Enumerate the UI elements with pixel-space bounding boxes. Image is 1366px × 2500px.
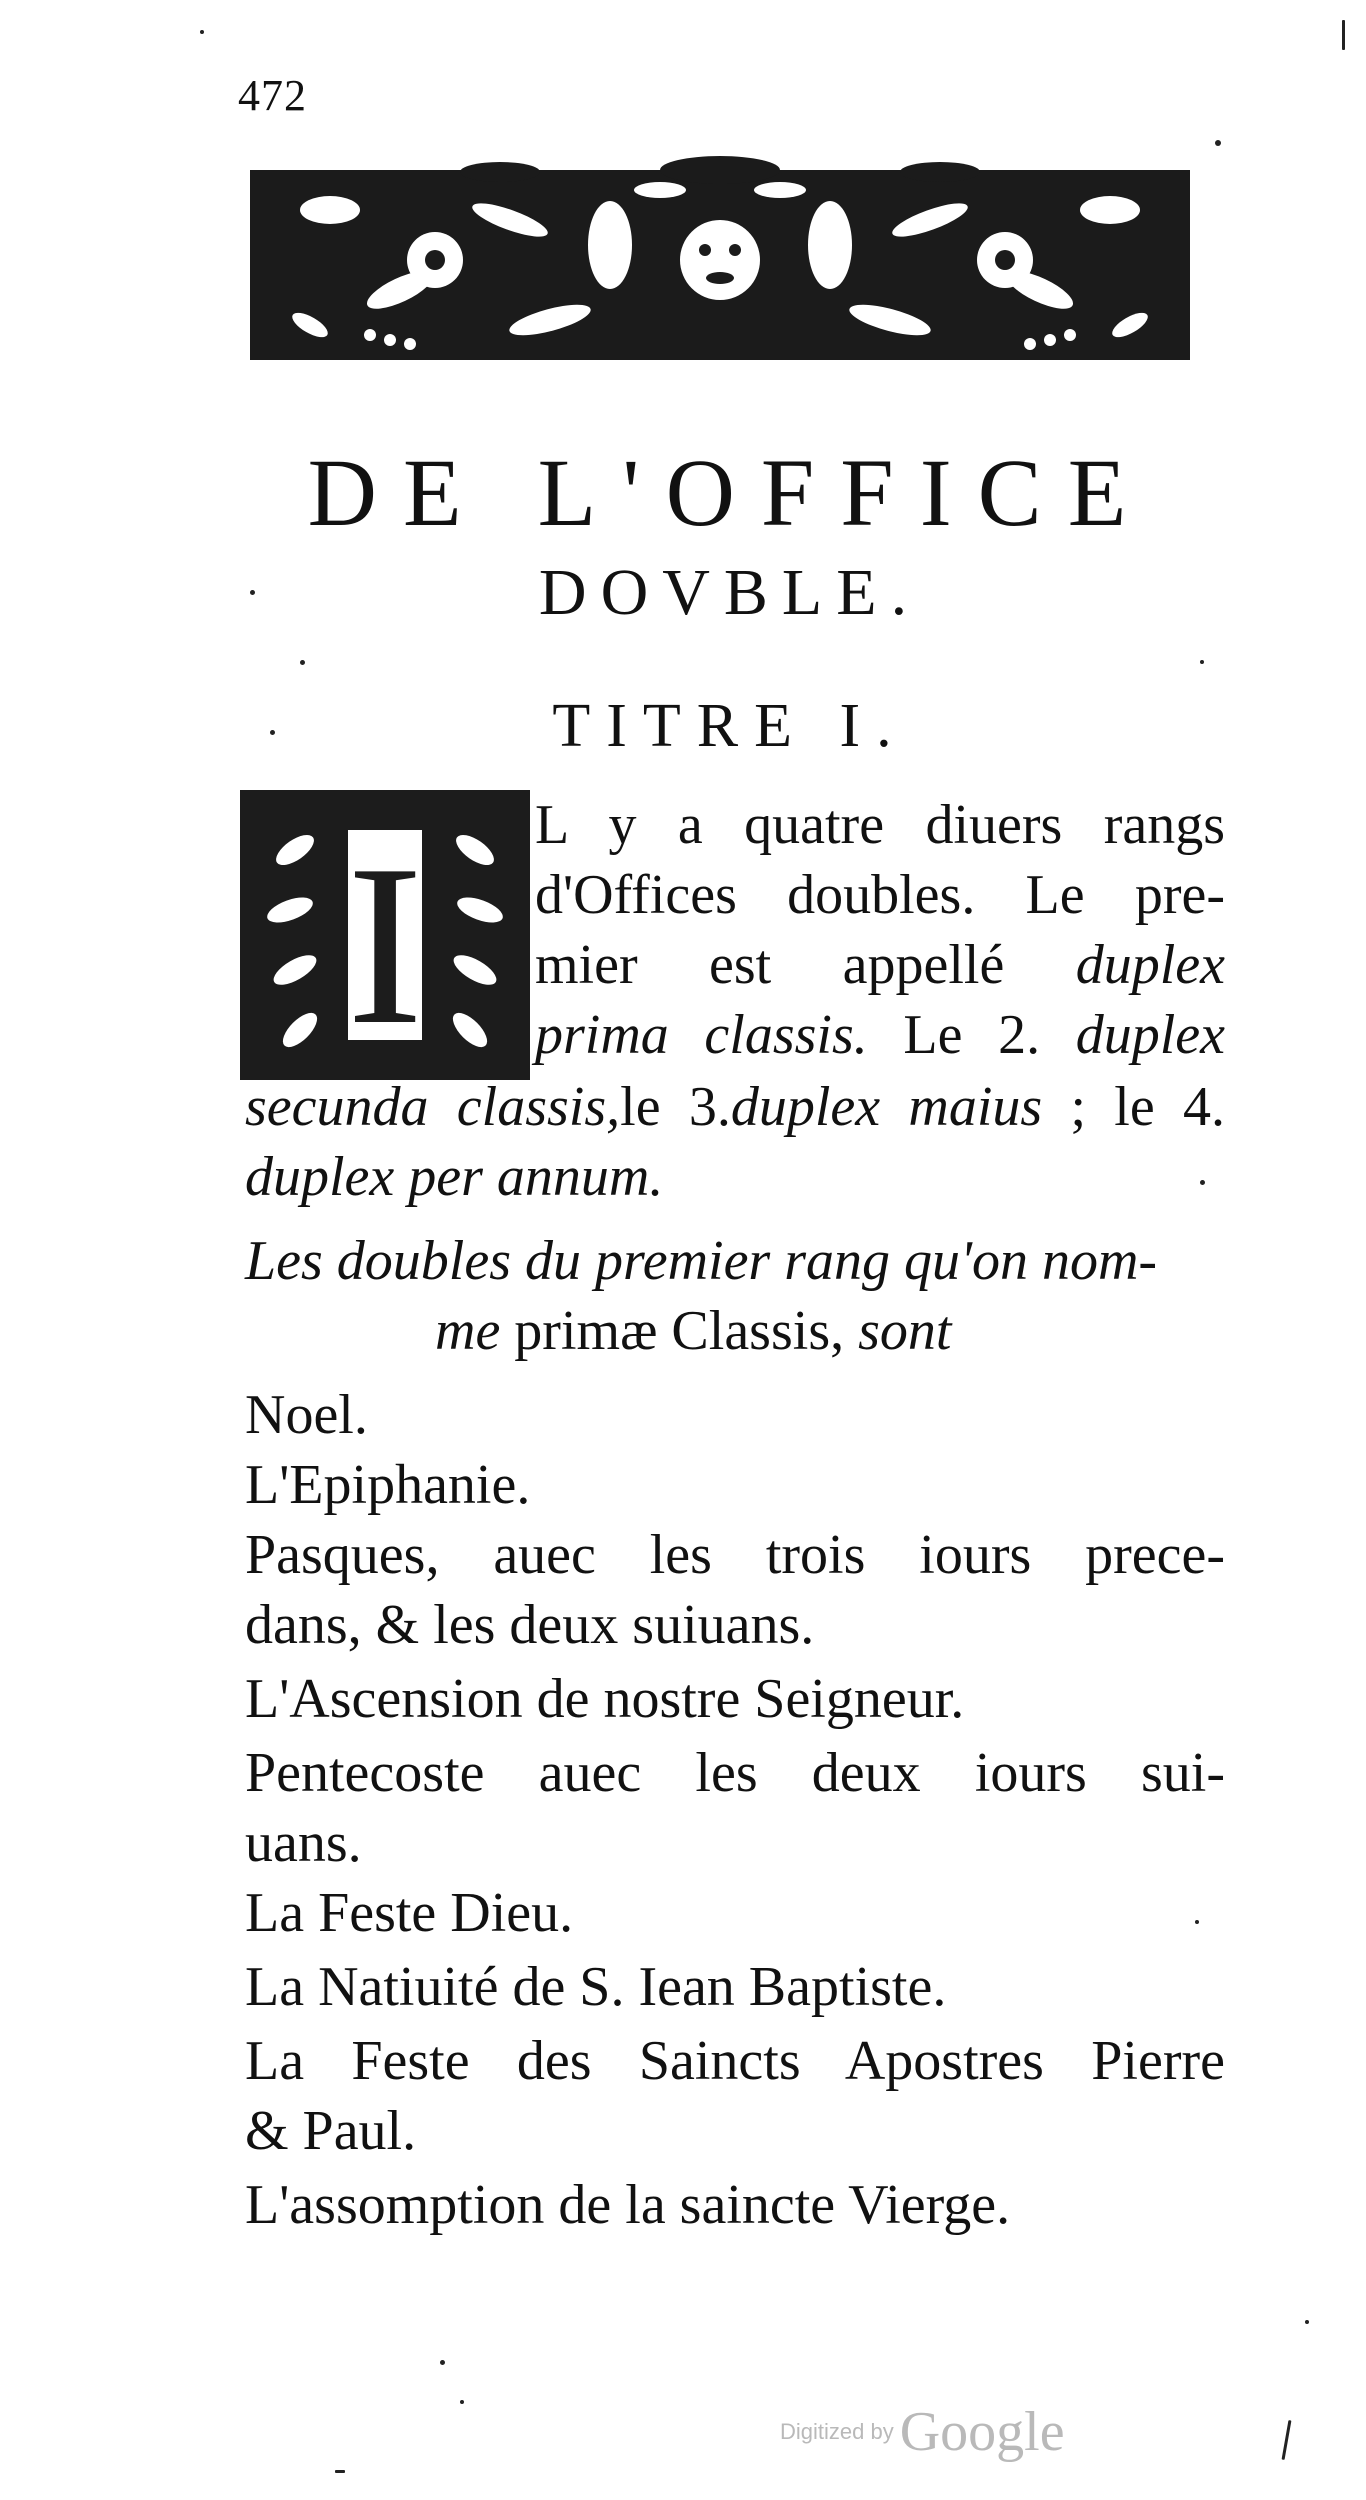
feast-item: L'Ascension de nostre Seigneur.	[245, 1668, 965, 1730]
scan-speck	[1282, 2420, 1292, 2460]
scan-speck	[1305, 2320, 1309, 2324]
intro-line-4-roman: Le 2.	[867, 1004, 1076, 1066]
first-rank-line-2-italic-a: me	[435, 1300, 501, 1362]
intro-line-5-italic-a: secunda classis,	[245, 1076, 621, 1138]
feast-item: dans, & les deux suiuans.	[245, 1594, 815, 1656]
digitized-label: Digitized by	[780, 2419, 894, 2444]
intro-line-6: duplex per annum.	[245, 1146, 664, 1208]
first-rank-line-2	[435, 1296, 1215, 1366]
intro-line-5-italic-b: duplex maius	[730, 1076, 1043, 1138]
first-rank-line-2-italic-b: sont	[858, 1300, 952, 1362]
chapter-subtitle: DOVBLE.	[538, 556, 922, 629]
intro-line-4-italic-a: prima classis.	[535, 1004, 868, 1066]
feast-item: La Natiuité de S. Iean Baptiste.	[245, 1956, 947, 2018]
scan-speck	[1200, 1180, 1205, 1185]
scan-speck	[270, 730, 275, 735]
intro-line-4	[535, 1000, 1225, 1070]
feast-item: Noel.	[245, 1384, 368, 1446]
page-number: 472	[238, 71, 307, 120]
feast-item: La Feste des Saincts Apostres Pierre	[245, 2030, 1225, 2092]
intro-line-3	[535, 930, 1225, 1000]
intro-line-5-roman-a: le 3.	[620, 1076, 731, 1138]
ornamental-header-icon	[250, 150, 1190, 380]
intro-line-4-italic-b: duplex	[1075, 1004, 1225, 1066]
intro-line-1: L y a quatre diuers rangs	[535, 794, 1225, 856]
first-rank-line-1: Les doubles du premier rang qu'on nom-	[245, 1230, 1158, 1292]
dropcap-letter: I	[346, 817, 424, 1072]
scan-speck	[1195, 1920, 1199, 1924]
feast-item: La Feste Dieu.	[245, 1882, 574, 1944]
feast-item: L'assomption de la saincte Vierge.	[245, 2174, 1011, 2236]
feast-item: & Paul.	[245, 2100, 417, 2162]
feast-item: L'Epiphanie.	[245, 1454, 531, 1516]
feast-item: Pentecoste auec les deux iours sui-	[245, 1742, 1225, 1804]
scan-speck	[1215, 140, 1221, 146]
google-logo: Google	[899, 2401, 1065, 2463]
scan-speck	[335, 2470, 345, 2473]
feast-item: uans.	[245, 1812, 362, 1874]
intro-line-3-roman: mier est appellé	[535, 934, 1076, 996]
decorated-initial-icon	[240, 790, 530, 1080]
scan-speck	[460, 2400, 464, 2404]
intro-line-2: d'Offices doubles. Le pre-	[535, 864, 1225, 926]
scan-speck	[1200, 660, 1204, 664]
first-rank-line-2-roman: primæ Classis,	[500, 1300, 859, 1362]
intro-line-3-italic: duplex	[1075, 934, 1225, 996]
intro-line-5	[245, 1072, 1225, 1142]
scan-speck	[1342, 20, 1345, 50]
scan-speck	[250, 590, 255, 595]
feast-item: Pasques, auec les trois iours prece-	[245, 1524, 1225, 1586]
intro-line-5-roman-b: ; le 4.	[1042, 1076, 1225, 1138]
section-heading: TITRE I.	[552, 692, 908, 760]
chapter-title: DE L'OFFICE	[307, 439, 1153, 546]
scan-speck	[440, 2360, 445, 2365]
scan-speck	[200, 30, 204, 34]
scan-speck	[300, 660, 305, 665]
digitized-watermark	[780, 2400, 1065, 2464]
